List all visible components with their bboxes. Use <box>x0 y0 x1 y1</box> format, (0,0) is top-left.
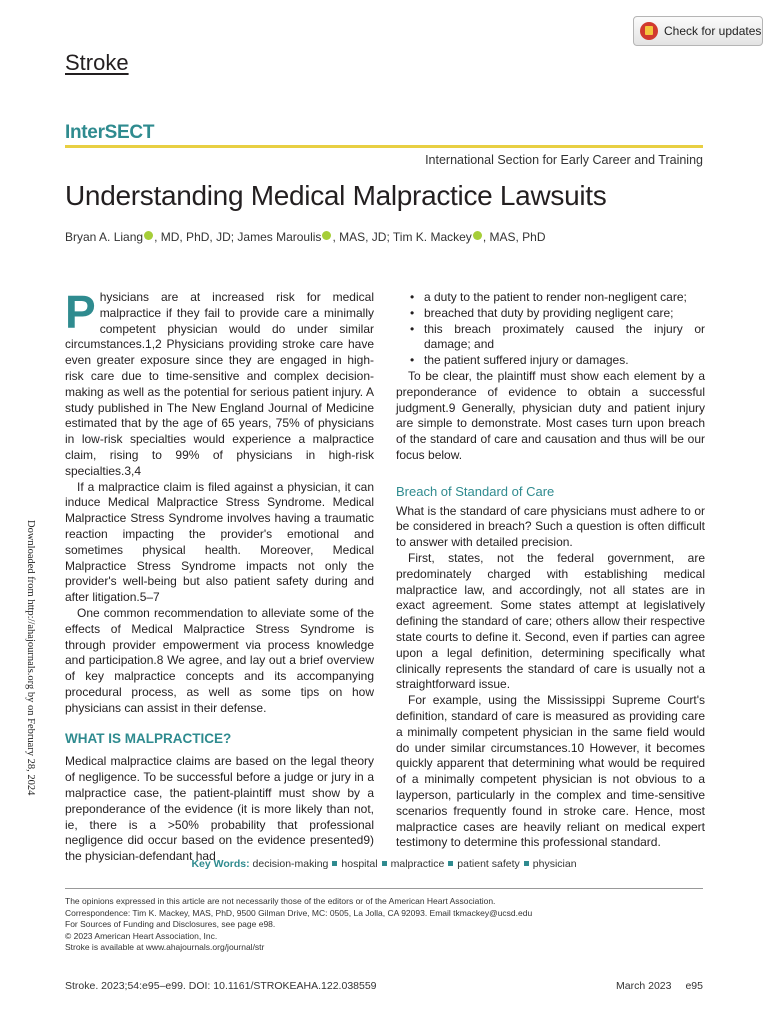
heading-what-is-malpractice: WHAT IS MALPRACTICE? <box>65 730 232 746</box>
page-number: e95 <box>685 980 703 992</box>
keyword[interactable]: patient safety <box>457 858 520 870</box>
paragraph: What is the standard of care physicians must adhere to or be considered in breach? Such a question is often difficult to answer with detailed precision. <box>396 503 705 550</box>
author-list <box>65 230 546 244</box>
intro-paragraph <box>65 286 374 480</box>
footnotes <box>65 896 532 954</box>
heading-breach-standard-of-care: Breach of Standard of Care <box>396 483 555 499</box>
author-degrees: , MAS, PhD <box>482 230 546 244</box>
keywords <box>0 858 768 870</box>
subsection-label: International Section for Early Career and Training <box>425 153 703 167</box>
separator-icon <box>524 861 529 866</box>
paragraph: If a malpractice claim is filed against a physician, it can induce Medical Malpractice Stress Syndrome. Medical Malpractice Stress Syndrome involves having a traumatic reaction impacting the provider's emotional and sometimes physical health. Moreover, Medical Malpractice Stress Syndrome impacts not only the provider's well-being but also patient safety during and after litigation.5–7 <box>65 479 374 605</box>
footnote: Stroke is available at www.ahajournals.org/journal/str <box>65 942 265 952</box>
keywords-label: Key Words: <box>191 858 250 870</box>
footnote: For Sources of Funding and Disclosures, see page e98. <box>65 919 276 929</box>
left-column <box>65 286 374 865</box>
element-list <box>396 290 705 369</box>
separator-icon <box>332 861 337 866</box>
article-title: Understanding Medical Malpractice Lawsuits <box>65 180 607 211</box>
paragraph: For example, using the Mississippi Supreme Court's definition, standard of care is measured as providing care a minimally competent physician in the same field would do under similar circumstances.10 However, it becomes quickly apparent that determining what would be required of a minimally competent physician is not obvious to a layperson, particularly in the complex and time-sensitive scenarios frequently found in stroke care. Hence, most malpractice cases are heavily reliant on medical expert testimony to determine this professional standard. <box>396 693 705 850</box>
section-label: InterSECT <box>65 122 155 143</box>
keyword[interactable]: decision-making <box>252 858 329 870</box>
citation: Stroke. 2023;54:e95–e99. DOI: 10.1161/STROKEAHA.122.038559 <box>65 980 377 992</box>
footnote-rule <box>65 888 703 889</box>
list-item: • the patient suffered injury or damages. <box>424 353 705 369</box>
download-note: Downloaded from http://ahajournals.org by on February 28, 2024 <box>25 520 36 796</box>
author-degrees: , MAS, JD; <box>332 230 393 244</box>
orcid-icon[interactable] <box>322 231 331 240</box>
footnote: The opinions expressed in this article are not necessarily those of the editors or of the American Heart Association. <box>65 896 496 906</box>
keyword[interactable]: hospital <box>341 858 378 870</box>
footnote: © 2023 American Heart Association, Inc. <box>65 930 218 941</box>
orcid-icon[interactable] <box>144 231 153 240</box>
keyword[interactable]: malpractice <box>390 858 445 870</box>
author-degrees: , MD, PhD, JD; <box>154 230 238 244</box>
list-item: • breached that duty by providing negligent care; <box>424 306 705 322</box>
section-rule <box>65 145 703 148</box>
page-info <box>602 980 703 992</box>
list-item: • a duty to the patient to render non-negligent care; <box>424 290 705 306</box>
author-name: Bryan A. Liang <box>65 230 144 244</box>
author-name: Tim K. Mackey <box>392 230 472 244</box>
paragraph: To be clear, the plaintiff must show each element by a preponderance of evidence to obtain a successful judgment.9 Generally, physician duty and patient injury are simple to demonstrate. Most cases turn upon breach of the standard of care and causation and thus will be our focus below. <box>396 368 705 462</box>
journal-name[interactable]: Stroke <box>65 50 129 75</box>
separator-icon <box>382 861 387 866</box>
list-item: • this breach proximately caused the injury or damage; and <box>424 322 705 354</box>
check-updates-button[interactable] <box>633 16 763 46</box>
issue-date: March 2023 <box>616 980 672 992</box>
crossmark-icon <box>640 22 658 40</box>
orcid-icon[interactable] <box>473 231 482 240</box>
separator-icon <box>448 861 453 866</box>
paragraph: One common recommendation to alleviate some of the effects of Medical Malpractice Stress Syndrome is through provider empowerment via process knowledge and participation.8 We agree, and lay out a brief overview of key malpractice concepts and its accompanying procedural process, as well as some tips on how physicians can assist in their defense. <box>65 605 374 715</box>
download-sidebar <box>22 520 42 800</box>
check-updates-label: Check for updates <box>664 24 762 38</box>
drop-cap: P <box>65 286 96 338</box>
paragraph: First, states, not the federal government, are predominately charged with establishing medical malpractice law, and accordingly, not all states are in exact agreement. Some states attempt at legislatively defining the standard of care; others allow their respective state courts to define it. Second, even if parties can agree upon a legal definition, determining specifically what clinically represents the standard of care is usually not a straightforward issue. <box>396 550 705 692</box>
author-name: James Maroulis <box>237 230 322 244</box>
keyword[interactable]: physician <box>532 858 577 870</box>
right-column <box>396 290 705 851</box>
footnote: Correspondence: Tim K. Mackey, MAS, PhD, 9500 Gilman Drive, MC: 0505, La Jolla, CA 92093. Email tkmackey@ucsd.edu <box>65 907 533 918</box>
paragraph-text: hysicians are at increased risk for medical malpractice if they fail to provide care a minimally competent physician would do under similar circumstances.1,2 Physicians providing stroke care have even greater exposure since they are engaged in high-risk care due to time-sensitive and complex decision-making as well as the potential for serious patient injury. A study published in The New England Journal of Medicine estimated that by the age of 65 years, 75% of physicians in low-risk specialties would experience a malpractice claim, rising to 99% of physicians in high-risk specialties.3,4 <box>65 290 374 478</box>
paragraph: Medical malpractice claims are based on the legal theory of negligence. To be successful before a judge or jury in a malpractice case, the patient-plaintiff must show by a preponderance of the evidence (it is more likely than not, ie, there is a >50% probability that professional negligence did occur based on the evidence presented9) the physician-defendant had <box>65 754 374 864</box>
